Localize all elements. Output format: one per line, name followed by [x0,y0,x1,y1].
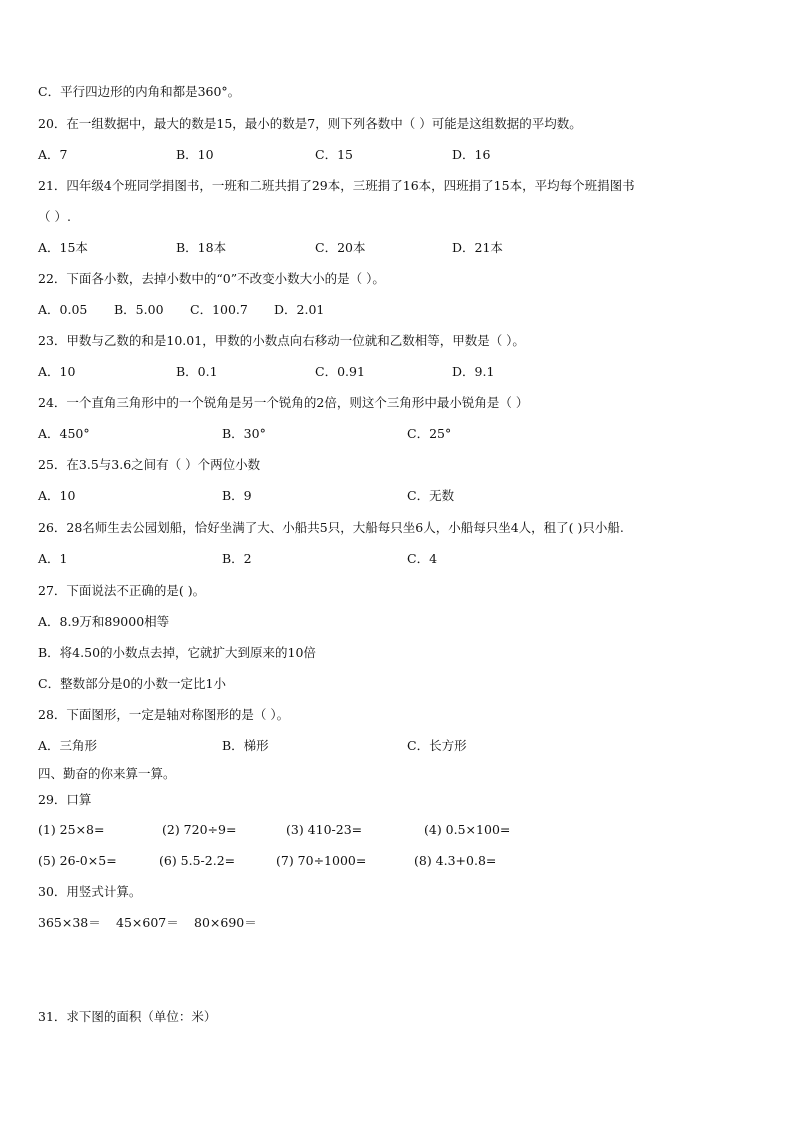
vertical-calc-item: 45×607＝ [116,915,179,930]
option-a[interactable]: A．15本 [38,240,88,255]
question-31: 31．求下图的面积（单位：米） [38,1009,217,1024]
question-24-options [38,426,758,442]
option-a[interactable]: A．0.05 [38,302,88,317]
option-b[interactable]: B．10 [176,147,214,162]
option-b[interactable]: B．9 [222,488,252,503]
question-27-option-a[interactable]: A．8.9万和89000相等 [38,614,170,629]
question-30: 30．用竖式计算。 [38,884,142,899]
option-c[interactable]: C．0.91 [315,364,365,379]
question-28-options [38,738,758,754]
question-21-continued: （ ）. [38,209,71,224]
option-d[interactable]: D．9.1 [452,364,495,379]
option-b[interactable]: B．30° [222,426,266,441]
question-26-options [38,551,758,567]
option-c[interactable]: C．15 [315,147,353,162]
option-c[interactable]: C．100.7 [190,302,248,317]
question-26: 26．28名师生去公园划船，恰好坐满了大、小船共5只，大船每只坐6人，小船每只坐4人，租了( )只小船. [38,520,624,535]
oral-calc-item: (3) 410-23= [286,822,363,837]
vertical-calc-item: 365×38＝ [38,915,101,930]
option-d[interactable]: D．2.01 [274,302,325,317]
question-25: 25．在3.5与3.6之间有（ ）个两位小数 [38,457,261,472]
oral-calc-item: (6) 5.5-2.2= [159,853,236,868]
question-21: 21．四年级4个班同学捐图书，一班和二班共捐了29本，三班捐了16本，四班捐了15本，平均每个班捐图书 [38,178,635,193]
question-24: 24．一个直角三角形中的一个锐角是另一个锐角的2倍，则这个三角形中最小锐角是（ ） [38,395,529,410]
question-22: 22．下面各小数，去掉小数中的“0”不改变小数大小的是（ ）。 [38,271,385,286]
question-27: 27．下面说法不正确的是( )。 [38,583,206,598]
question-20: 20．在一组数据中，最大的数是15，最小的数是7，则下列各数中（ ）可能是这组数据的平均数。 [38,116,582,131]
question-25-options [38,488,758,504]
option-a[interactable]: A．10 [38,488,76,503]
question-23-options [38,364,758,380]
oral-calc-row-1 [38,822,758,838]
option-c[interactable]: C．25° [407,426,452,441]
oral-calc-item: (8) 4.3+0.8= [414,853,497,868]
oral-calc-item: (2) 720÷9= [162,822,237,837]
question-27-option-b[interactable]: B．将4.50的小数点去掉，它就扩大到原来的10倍 [38,645,316,660]
vertical-calc-item: 80×690＝ [194,915,257,930]
option-b[interactable]: B．梯形 [222,738,269,753]
option-b[interactable]: B．2 [222,551,252,566]
option-b[interactable]: B．5.00 [114,302,164,317]
option-a[interactable]: A．1 [38,551,68,566]
option-c[interactable]: C．4 [407,551,438,566]
option-c-line: C．平行四边形的内角和都是360°。 [38,84,241,99]
question-21-options [38,240,758,256]
option-c[interactable]: C．无数 [407,488,455,503]
question-22-options [38,302,758,318]
option-a[interactable]: A．7 [38,147,68,162]
oral-calc-item: (7) 70÷1000= [276,853,367,868]
oral-calc-item: (5) 26-0×5= [38,853,117,868]
question-28: 28．下面图形，一定是轴对称图形的是（ ）。 [38,707,290,722]
oral-calc-item: (1) 25×8= [38,822,105,837]
vertical-calc-row [38,915,758,931]
oral-calc-item: (4) 0.5×100= [424,822,511,837]
option-b[interactable]: B．18本 [176,240,227,255]
question-20-options [38,147,758,163]
option-d[interactable]: D．16 [452,147,491,162]
question-23: 23．甲数与乙数的和是10.01，甲数的小数点向右移动一位就和乙数相等，甲数是（ ）。 [38,333,525,348]
option-a[interactable]: A．10 [38,364,76,379]
question-27-option-c[interactable]: C．整数部分是0的小数一定比1小 [38,676,226,691]
question-29: 29．口算 [38,792,92,807]
option-b[interactable]: B．0.1 [176,364,218,379]
option-c[interactable]: C．20本 [315,240,366,255]
option-d[interactable]: D．21本 [452,240,503,255]
oral-calc-row-2 [38,853,758,869]
option-a[interactable]: A．450° [38,426,90,441]
section-heading: 四、勤奋的你来算一算。 [38,766,176,781]
option-c[interactable]: C．长方形 [407,738,467,753]
option-a[interactable]: A．三角形 [38,738,98,753]
